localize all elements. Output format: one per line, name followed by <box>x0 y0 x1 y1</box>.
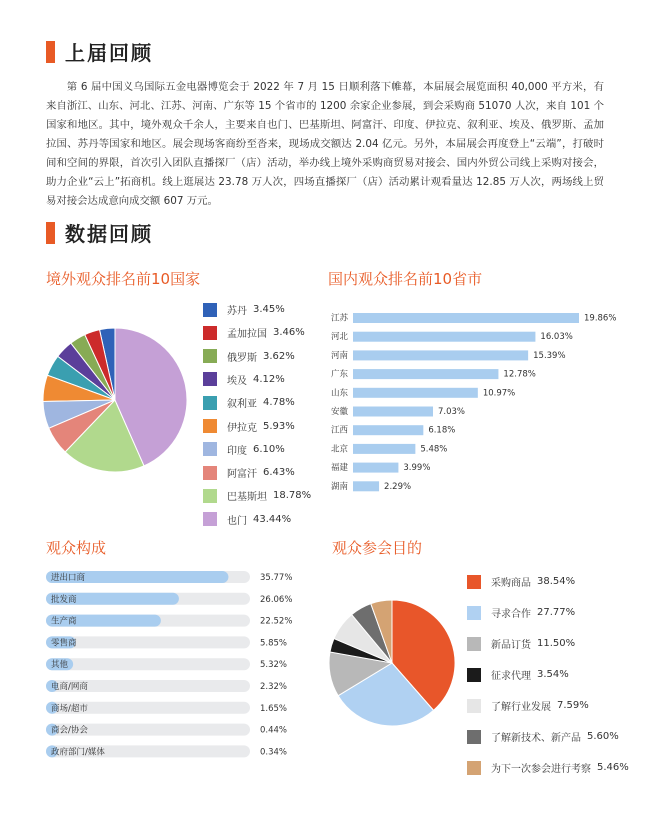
domestic-bar <box>353 425 423 435</box>
domestic-value-label: 6.18% <box>428 425 456 436</box>
overseas-legend-value: 5.93% <box>263 420 295 432</box>
overseas-legend-swatch <box>203 489 217 503</box>
overseas-legend-item <box>203 442 285 457</box>
composition-category-label: 政府部门/媒体 <box>51 747 105 758</box>
overseas-legend-label: 阿富汗 <box>227 469 257 481</box>
composition-value-label: 5.85% <box>260 638 288 649</box>
overseas-legend-item <box>203 465 295 480</box>
composition-track <box>46 658 250 670</box>
overseas-legend-value: 43.44% <box>253 513 292 525</box>
composition-category-label: 商场/超市 <box>51 703 88 714</box>
composition-category-label: 商会/协会 <box>51 725 88 736</box>
overseas-legend-item <box>203 372 285 387</box>
purpose-legend-value: 7.59% <box>557 700 589 711</box>
overseas-legend-label: 俄罗斯 <box>227 352 257 364</box>
domestic-bar <box>353 463 398 473</box>
domestic-value-label: 10.97% <box>482 388 516 399</box>
overseas-legend-item <box>203 395 295 410</box>
chart-title-purpose: 观众参会目的 <box>332 539 423 557</box>
domestic-value-label: 3.99% <box>403 463 431 474</box>
domestic-value-label: 16.03% <box>540 332 573 343</box>
overseas-legend-swatch <box>203 396 217 410</box>
overseas-legend-swatch <box>203 512 217 526</box>
composition-category-label: 其他 <box>51 660 69 671</box>
review-paragraph: 第 6 届中国义乌国际五金电器博览会于 2022 年 7 月 15 日顺利落下帷幕，本届展会展览面积 40,000 平方米，有来自浙江、山东、河北、江苏、河南、广东等 15 个省市的 1200 余家企业参展，到会采购商 51070 人次，来自 101 个国家和地区。其中，境外观众千余人，主要来自也门、巴基斯坦、阿富汗、印度、伊拉克、叙利亚、埃及、俄罗斯、孟加拉国、苏丹等国家和地区。展会现场客商纷至沓来，现场成交额达 2.04 亿元。另外，本届展会再度登上“云端”，打破时间和空间的界限，首次引入团队直播探厂（店）活动，举办线上境外采购商贸易对接会、国内外贸公司线上采购对接会，助力企业“云上”拓商机。线上逛展达 23.78 万人次，四场直播探厂（店）活动累计观看量达 12.85 万人次，两场线上贸易对接会达成意向成交额 607 万元。 <box>46 81 604 207</box>
purpose-legend-swatch <box>467 761 481 775</box>
purpose-legend-value: 11.50% <box>537 638 576 649</box>
overseas-legend-value: 3.46% <box>273 327 305 339</box>
overseas-legend-label: 叙利亚 <box>227 399 257 411</box>
domestic-category-label: 湖南 <box>331 481 349 492</box>
overseas-legend-swatch <box>203 349 217 363</box>
domestic-value-label: 12.78% <box>503 369 536 380</box>
purpose-legend-value: 5.46% <box>597 762 629 773</box>
overseas-legend-label: 苏丹 <box>227 306 247 317</box>
purpose-legend-label: 为下一次参会进行考察 <box>491 764 591 775</box>
overseas-legend-label: 埃及 <box>227 375 247 387</box>
purpose-legend-item <box>467 667 569 682</box>
overseas-legend-value: 6.10% <box>253 443 285 455</box>
overseas-legend-item <box>203 512 291 527</box>
composition-value-label: 5.32% <box>260 660 288 671</box>
composition-category-label: 电商/网商 <box>51 682 88 692</box>
domestic-category-label: 江西 <box>331 425 349 436</box>
overseas-legend-swatch <box>203 303 217 317</box>
domestic-category-label: 福建 <box>331 463 349 474</box>
composition-value-label: 2.32% <box>260 682 288 692</box>
section-title: 上届回顾 <box>65 41 153 65</box>
purpose-legend-value: 38.54% <box>537 576 576 587</box>
section-title: 数据回顾 <box>65 222 153 246</box>
domestic-bar <box>353 332 535 342</box>
purpose-legend-value: 5.60% <box>587 731 619 742</box>
domestic-category-label: 河南 <box>331 350 349 361</box>
purpose-legend-value: 27.77% <box>537 607 576 618</box>
overseas-legend-item <box>203 302 285 317</box>
chart-title-composition: 观众构成 <box>46 539 107 557</box>
composition-category-label: 零售商 <box>51 638 77 649</box>
overseas-legend-value: 18.78% <box>273 490 312 502</box>
domestic-category-label: 广东 <box>331 369 349 380</box>
purpose-legend-item <box>467 574 575 589</box>
purpose-legend-swatch <box>467 730 481 744</box>
purpose-legend-swatch <box>467 575 481 589</box>
domestic-value-label: 5.48% <box>420 444 448 455</box>
purpose-legend-swatch <box>467 699 481 713</box>
overseas-legend-item <box>203 325 305 340</box>
overseas-legend-label: 也门 <box>227 515 247 527</box>
composition-category-label: 批发商 <box>51 594 77 605</box>
purpose-legend-value: 3.54% <box>537 669 569 680</box>
overseas-legend-swatch <box>203 419 217 433</box>
composition-category-label: 进出口商 <box>51 573 86 583</box>
purpose-legend-item <box>467 605 575 620</box>
overseas-legend-value: 3.45% <box>253 304 285 315</box>
domestic-category-label: 河北 <box>331 332 349 343</box>
overseas-legend-swatch <box>203 326 217 340</box>
composition-value-label: 22.52% <box>260 616 293 627</box>
domestic-bar <box>353 444 415 454</box>
domestic-category-label: 山东 <box>331 388 349 399</box>
purpose-legend-swatch <box>467 668 481 682</box>
overseas-legend-item <box>203 349 295 364</box>
domestic-category-label: 安徽 <box>331 407 349 417</box>
purpose-legend-label: 采购商品 <box>491 578 531 589</box>
overseas-legend-item <box>203 488 311 503</box>
overseas-legend-label: 印度 <box>227 445 247 457</box>
purpose-legend-item <box>467 636 575 651</box>
composition-track <box>46 636 250 648</box>
composition-value-label: 0.44% <box>260 725 288 736</box>
chart-title-domestic: 国内观众排名前10省市 <box>328 270 483 288</box>
purpose-legend-label: 征求代理 <box>491 671 531 682</box>
overseas-legend-swatch <box>203 466 217 480</box>
overseas-legend-label: 巴基斯坦 <box>227 492 267 504</box>
overseas-legend-value: 4.78% <box>263 397 295 409</box>
domestic-value-label: 15.39% <box>533 350 566 361</box>
domestic-bar <box>353 407 433 417</box>
domestic-category-label: 江苏 <box>331 313 349 324</box>
composition-value-label: 26.06% <box>260 594 293 605</box>
domestic-value-label: 19.86% <box>584 313 617 324</box>
purpose-legend-item <box>467 760 629 775</box>
domestic-bar <box>353 388 478 398</box>
overseas-legend-value: 4.12% <box>253 373 285 385</box>
overseas-legend-value: 6.43% <box>263 467 295 479</box>
domestic-bar <box>353 350 528 360</box>
purpose-legend-item <box>467 729 619 744</box>
domestic-value-label: 7.03% <box>437 407 466 417</box>
purpose-legend-label: 了解行业发展 <box>491 702 551 713</box>
purpose-legend-swatch <box>467 606 481 620</box>
purpose-legend-swatch <box>467 637 481 651</box>
purpose-legend-label: 新品订货 <box>491 640 531 651</box>
domestic-value-label: 2.29% <box>384 481 412 492</box>
overseas-legend-swatch <box>203 442 217 456</box>
overseas-legend-item <box>203 419 295 434</box>
overseas-legend-value: 3.62% <box>263 350 295 362</box>
domestic-category-label: 北京 <box>331 444 349 455</box>
overseas-legend-swatch <box>203 372 217 386</box>
composition-value-label: 0.34% <box>260 747 288 758</box>
domestic-bar <box>353 369 498 379</box>
composition-category-label: 生产商 <box>51 616 77 627</box>
overseas-legend-label: 孟加拉国 <box>227 329 267 341</box>
domestic-bar <box>353 481 379 491</box>
purpose-legend-label: 了解新技术、新产品 <box>491 733 581 744</box>
domestic-bar <box>353 313 579 323</box>
chart-title-overseas: 境外观众排名前10国家 <box>46 270 201 288</box>
composition-value-label: 1.65% <box>260 703 288 714</box>
purpose-legend-item <box>467 698 589 713</box>
overseas-legend-label: 伊拉克 <box>227 422 257 434</box>
purpose-legend-label: 寻求合作 <box>491 609 531 620</box>
composition-value-label: 35.77% <box>260 573 293 583</box>
